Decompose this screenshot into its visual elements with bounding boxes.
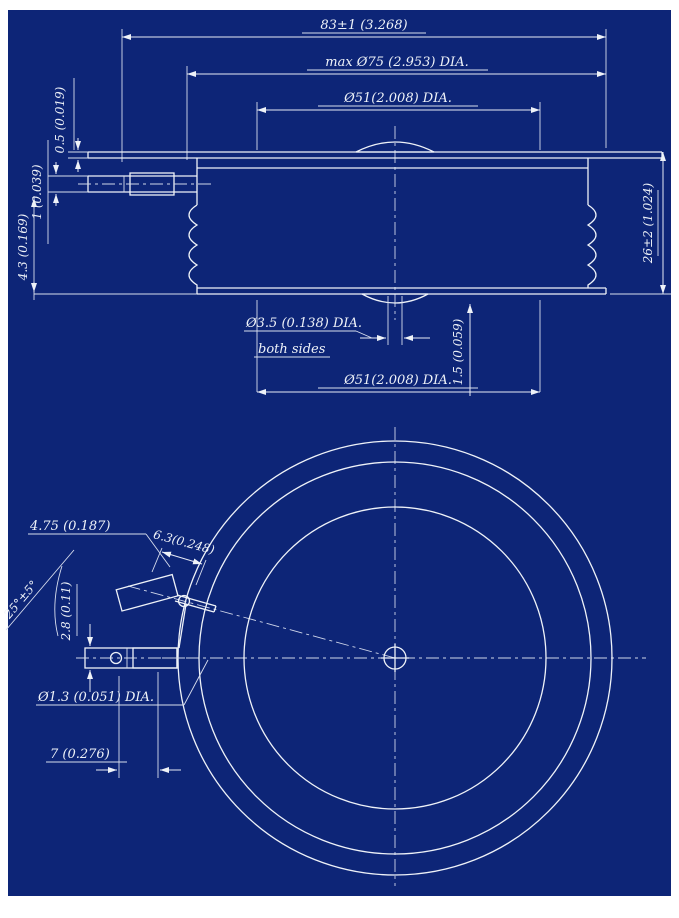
svg-text:4.3 (0.169): 4.3 (0.169) <box>16 213 30 281</box>
svg-text:7 (0.276): 7 (0.276) <box>50 747 110 762</box>
svg-text:1.5 (0.059): 1.5 (0.059) <box>451 318 465 386</box>
drawing-background <box>8 10 671 896</box>
svg-text:6.3(0.248): 6.3(0.248) <box>151 527 217 558</box>
svg-text:Ø51(2.008) DIA.: Ø51(2.008) DIA. <box>344 373 452 388</box>
dim-pole-dia-top-label: Ø51(2.008) DIA. <box>344 91 452 106</box>
dim-body-dia-label: max Ø75 (2.953) DIA. <box>325 55 469 70</box>
svg-text:4.75 (0.187): 4.75 (0.187) <box>30 519 111 534</box>
svg-text:both sides: both sides <box>258 342 326 357</box>
svg-text:Ø1.3 (0.051) DIA.: Ø1.3 (0.051) DIA. <box>38 690 155 705</box>
svg-text:0.5 (0.019): 0.5 (0.019) <box>53 86 67 154</box>
svg-text:25°±5°: 25°±5° <box>1 577 41 622</box>
svg-text:Ø3.5 (0.138) DIA.: Ø3.5 (0.138) DIA. <box>246 316 363 331</box>
svg-text:26±2 (1.024): 26±2 (1.024) <box>641 182 655 264</box>
svg-text:2.8 (0.11): 2.8 (0.11) <box>59 581 73 641</box>
dim-overall-width-label: 83±1 (3.268) <box>320 18 408 33</box>
svg-text:1 (0.039): 1 (0.039) <box>30 164 44 220</box>
